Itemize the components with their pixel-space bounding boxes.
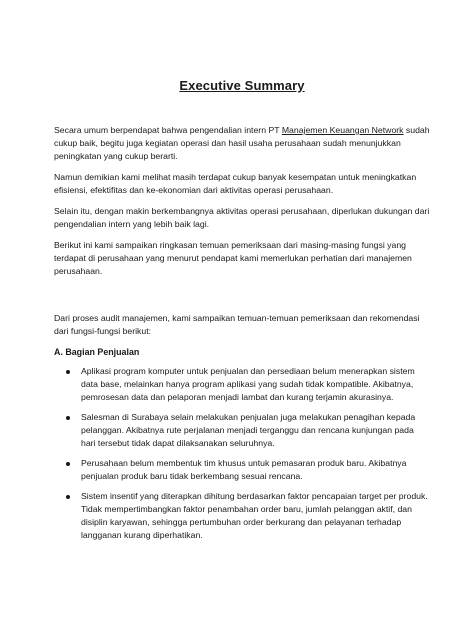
list-item xyxy=(54,411,430,450)
intro-text-end: sudah cukup baik, begitu juga kegiatan operasi dan hasil usaha perusahaan sudah menunjukkan peningkatan yang cukup berarti. xyxy=(54,125,430,161)
paragraph-audit-process: Dari proses audit manajemen, kami sampaikan temuan-temuan pemeriksaan dan rekomendasi dari fungsi-fungsi berikut: xyxy=(54,313,420,336)
company-link[interactable]: Manajemen Keuangan Network xyxy=(281,125,404,135)
section-heading-sales: A. Bagian Penjualan xyxy=(54,347,140,357)
paragraph-efficiency: Namun demikian kami melihat masih terdapat cukup banyak kesempatan untuk meningkatkan efisiensi, efektifitas dan ke-ekonomian dari aktivitas operasi perusahaan. xyxy=(54,172,417,195)
document-title: Executive Summary xyxy=(179,78,305,93)
list-item xyxy=(54,490,430,542)
list-item-text: Aplikasi program komputer untuk penjualan dan persediaan belum menerapkan sistem data base, melainkan hanya program aplikasi yang sudah tidak kompatible. Akibatnya, pemrosesan data dan pelaporan menjadi lambat dan kurang terjamin akurasinya. xyxy=(81,366,415,402)
sales-findings-list xyxy=(54,365,430,542)
list-item-text: Salesman di Surabaya selain melakukan penjualan juga melakukan penagihan kepada pelanggan. Akibatnya rute perjalanan menjadi terganggu dan rencana kunjungan pada hari tersebut tidak dapat dilaksanakan seluruhnya. xyxy=(81,412,416,448)
bullet-icon xyxy=(66,370,70,374)
bullet-icon xyxy=(66,462,70,466)
list-item-text: Perusahaan belum membentuk tim khusus untuk pemasaran produk baru. Akibatnya penjualan produk baru tidak berkembang sesuai rencana. xyxy=(81,458,407,481)
intro-text-start: Secara umum berpendapat bahwa pengendalian intern PT xyxy=(54,125,282,135)
paragraph-internal-control: Selain itu, dengan makin berkembangnya aktivitas operasi perusahaan, diperlukan dukungan dari pengendalian intern yang lebih baik lagi. xyxy=(54,206,430,229)
paragraph-findings-summary: Berikut ini kami sampaikan ringkasan temuan pemeriksaan dari masing-masing fungsi yang terdapat di perusahaan yang menurut pendapat kami memerlukan perhatian dari manajemen perusahaan. xyxy=(54,240,412,276)
bullet-icon xyxy=(66,416,70,420)
intro-paragraph xyxy=(54,124,430,163)
list-item xyxy=(54,365,430,404)
list-item-text: Sistem insentif yang diterapkan dihitung berdasarkan faktor pencapaian target per produk. Tidak mempertimbangkan faktor penambahan order baru, jumlah pelanggan aktif, dan disiplin karyawan, sehingga pertumbuhan order berkurang dan pelayanan terhadap langganan kurang diperhatikan. xyxy=(81,491,428,540)
list-item xyxy=(54,457,430,483)
bullet-icon xyxy=(66,495,70,499)
